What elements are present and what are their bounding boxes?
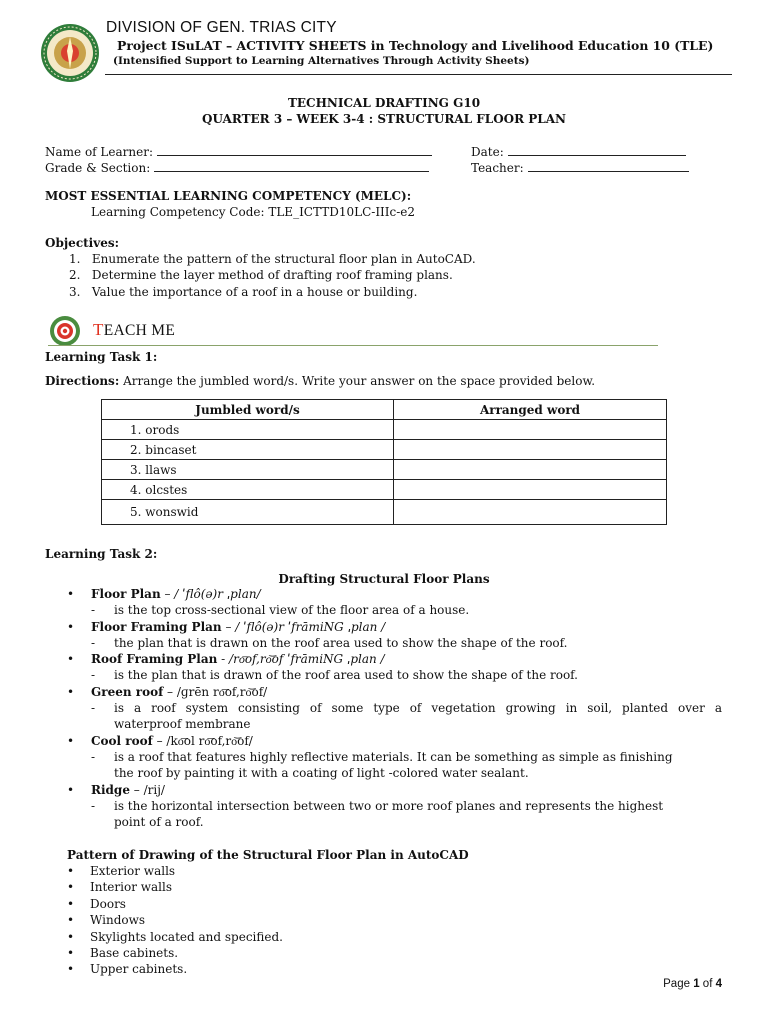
name-blank[interactable] (157, 143, 432, 156)
list-item: Base cabinets. (90, 946, 179, 960)
term-definition: the plan that is drawn on the roof area used to show the shape of the roof. (114, 636, 568, 650)
quarter-title: QUARTER 3 – WEEK 3-4 : STRUCTURAL FLOOR PLAN (201, 112, 567, 126)
list-item: Upper cabinets. (90, 962, 188, 976)
bullet: • (67, 930, 75, 944)
bullet: • (67, 880, 75, 894)
jumbled-word: 1. orods (102, 420, 394, 440)
answer-cell[interactable] (394, 500, 667, 525)
term-ridge: Ridge – /rij/ (91, 783, 165, 797)
def-dash: - (91, 701, 96, 715)
bullet: • (67, 587, 75, 601)
table-header-arranged: Arranged word (394, 400, 667, 420)
bullet: • (67, 864, 75, 878)
teacher-blank[interactable] (528, 159, 689, 172)
date-label: Date: (471, 145, 504, 159)
table-header-row (102, 400, 667, 420)
task2-title: Drafting Structural Floor Plans (278, 572, 490, 586)
subject-title: TECHNICAL DRAFTING G10 (287, 96, 481, 110)
bullet: • (67, 620, 75, 634)
bullet: • (67, 913, 75, 927)
answer-cell[interactable] (394, 480, 667, 500)
header-divider (105, 74, 732, 75)
bullet: • (67, 897, 75, 911)
teach-me-heading: TEACH ME (93, 320, 176, 339)
bullet: • (67, 685, 75, 699)
pattern-title: Pattern of Drawing of the Structural Floor Plan in AutoCAD (67, 848, 469, 862)
name-field[interactable] (45, 143, 432, 159)
term-definition: is the horizontal intersection between two or more roof planes and represents the highest (114, 799, 664, 813)
def-dash: - (91, 668, 96, 682)
bullet: • (67, 962, 75, 976)
task2-heading: Learning Task 2: (45, 547, 158, 561)
teach-me-divider (48, 345, 658, 346)
grade-blank[interactable] (154, 159, 429, 172)
table-header-jumbled: Jumbled word/s (102, 400, 394, 420)
table-row (102, 460, 667, 480)
division-name: DIVISION OF GEN. TRIAS CITY (106, 19, 337, 36)
teacher-label: Teacher: (471, 161, 524, 175)
teacher-field[interactable] (471, 159, 689, 175)
term-definition-cont: the roof by painting it with a coating of light -colored water sealant. (114, 766, 529, 780)
table-row (102, 440, 667, 460)
bullet: • (67, 734, 75, 748)
def-dash: - (91, 750, 96, 764)
term-definition: is a roof system consisting of some type of vegetation growing in soil, planted over a (114, 701, 722, 715)
task1-heading: Learning Task 1: (45, 350, 158, 364)
jumbled-word: 3. llaws (102, 460, 394, 480)
term-cool-roof: Cool roof – /ko͞ol ro͞of,ro͝of/ (91, 734, 253, 748)
grade-label: Grade & Section: (45, 161, 151, 175)
jumbled-words-table (101, 399, 667, 525)
list-item: Windows (90, 913, 146, 927)
objectives-heading: Objectives: (45, 236, 120, 250)
table-row (102, 420, 667, 440)
objective-item: 2. Determine the layer method of drafting roof framing plans. (69, 268, 453, 282)
list-item: Skylights located and specified. (90, 930, 283, 944)
date-blank[interactable] (508, 143, 686, 156)
division-seal-logo (40, 23, 100, 83)
term-definition: is the plan that is drawn of the roof area used to show the shape of the roof. (114, 668, 578, 682)
list-item: Interior walls (90, 880, 173, 894)
def-dash: - (91, 799, 96, 813)
term-floor-plan: Floor Plan – / ˈflô(ə)r ˌplan/ (91, 587, 261, 601)
table-row (102, 500, 667, 525)
melc-heading: MOST ESSENTIAL LEARNING COMPETENCY (MELC): (45, 189, 412, 203)
page-number: Page 1 of 4 (663, 978, 722, 990)
project-title: Project ISuLAT – ACTIVITY SHEETS in Technology and Livelihood Education 10 (TLE) (117, 38, 714, 53)
answer-cell[interactable] (394, 460, 667, 480)
target-icon (48, 315, 82, 347)
objective-item: 3. Value the importance of a roof in a house or building. (69, 285, 418, 299)
list-item: Exterior walls (90, 864, 176, 878)
answer-cell[interactable] (394, 420, 667, 440)
term-definition: is a roof that features highly reflective materials. It can be something as simple as finishing (114, 750, 673, 764)
task1-directions: Directions: Arrange the jumbled word/s. Write your answer on the space provided below. (45, 374, 596, 388)
term-floor-framing-plan: Floor Framing Plan – / ˈflô(ə)r ˈfrāmiNG ˌplan / (91, 620, 386, 634)
bullet: • (67, 783, 75, 797)
answer-cell[interactable] (394, 440, 667, 460)
term-definition: is the top cross-sectional view of the floor area of a house. (114, 603, 470, 617)
name-label: Name of Learner: (45, 145, 153, 159)
jumbled-word: 4. olcstes (102, 480, 394, 500)
bullet: • (67, 946, 75, 960)
date-field[interactable] (471, 143, 686, 159)
grade-field[interactable] (45, 159, 429, 175)
objective-item: 1. Enumerate the pattern of the structural floor plan in AutoCAD. (69, 252, 476, 266)
def-dash: - (91, 603, 96, 617)
jumbled-word: 2. bincaset (102, 440, 394, 460)
bullet: • (67, 652, 75, 666)
term-green-roof: Green roof – /ɡrēn ro͞of,ro͝of/ (91, 685, 268, 699)
term-definition-cont: point of a roof. (114, 815, 204, 829)
table-row (102, 480, 667, 500)
def-dash: - (91, 636, 96, 650)
jumbled-word: 5. wonswid (102, 500, 394, 525)
term-definition-cont: waterproof membrane (114, 717, 251, 731)
term-roof-framing-plan: Roof Framing Plan - /ro͞of,ro͝of ˈfrāmiNG ˌplan / (91, 652, 385, 666)
project-subtitle: (Intensified Support to Learning Alternatives Through Activity Sheets) (113, 55, 530, 67)
melc-code: Learning Competency Code: TLE_ICTTD10LC-IIIc-e2 (91, 205, 416, 219)
list-item: Doors (90, 897, 126, 911)
